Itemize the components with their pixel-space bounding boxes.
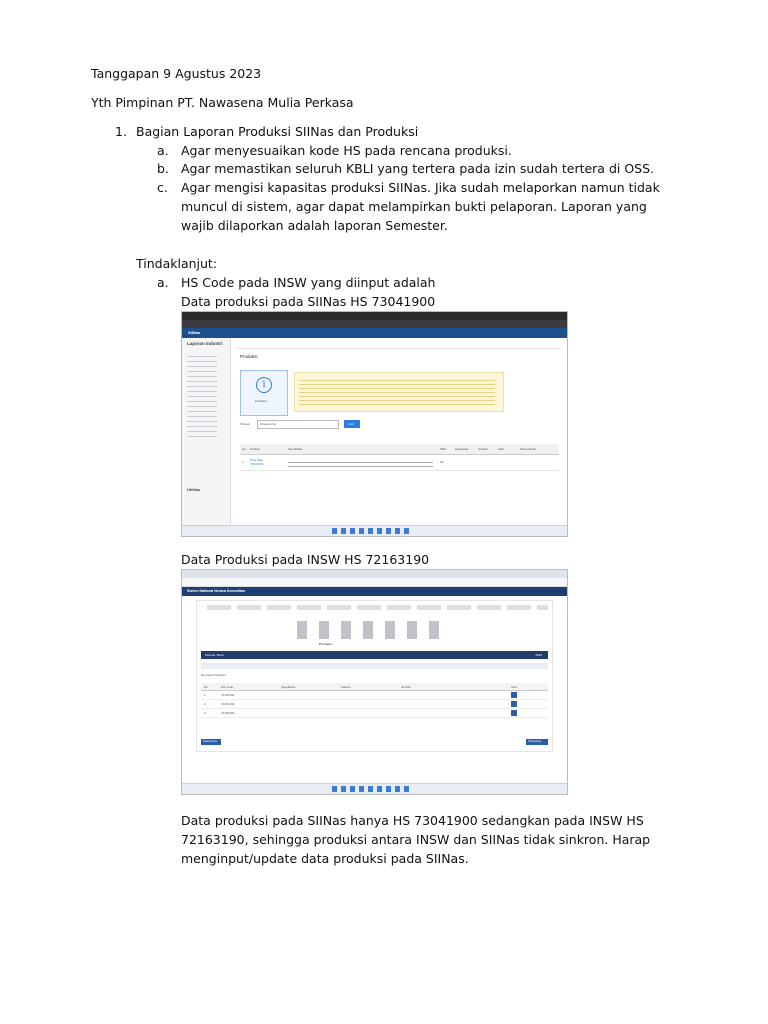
app-name: SIINas	[188, 330, 201, 335]
list-item: Agar mengisi kapasitas produksi SIINas. Jika sudah melaporkan namun tidak muncul di sistem, agar dapat melampirkan bukti pelaporan. Laporan yang wajib dilaporkan adalah laporan Semester.	[181, 180, 660, 233]
app-header-bar	[182, 328, 567, 338]
insw-screenshot	[181, 569, 568, 795]
os-taskbar	[182, 783, 567, 794]
col-amount: Jumlah	[401, 684, 411, 689]
screenshot-caption: Data Produksi pada INSW HS 72163190	[181, 552, 430, 567]
row-no: 3	[204, 711, 206, 715]
list-marker: c.	[157, 180, 168, 195]
notice-text	[299, 377, 495, 407]
panel-year: 2023	[535, 653, 542, 657]
list-item: Agar memastikan seluruh KBLI yang tertera pada izin sudah tertera di OSS.	[181, 161, 655, 176]
company-info-line	[201, 605, 548, 610]
row-hs-code: 73041900	[250, 462, 264, 466]
active-step-label[interactable]: Produksi	[319, 642, 332, 646]
col-unit: Satuan	[341, 684, 351, 689]
letter-date: Tanggapan 9 Agustus 2023	[91, 66, 262, 81]
sidebar	[182, 338, 231, 526]
sidebar-menu-list[interactable]	[187, 352, 217, 440]
panel-title: Periode Tahun	[205, 653, 225, 657]
browser-address-bar	[182, 578, 567, 587]
info-card	[240, 370, 288, 416]
taskbar-icons[interactable]	[332, 528, 412, 534]
followup-line: HS Code pada INSW yang diinput adalah	[181, 275, 436, 290]
row-hs: 72163190	[221, 693, 235, 697]
col-hs: HS Code	[221, 684, 234, 689]
col-value: Nilai	[498, 447, 504, 451]
os-taskbar	[182, 525, 567, 536]
search-button-label: Cari	[348, 422, 354, 426]
col-spec: Spesifikasi	[281, 684, 296, 689]
browser-address-bar	[182, 320, 567, 328]
table-row	[201, 691, 548, 700]
step-icons[interactable]	[297, 621, 442, 639]
notice-box	[294, 372, 504, 412]
row-edit-button[interactable]	[511, 710, 517, 716]
sidebar-heading: Laporan Industri	[187, 341, 223, 346]
content-card	[196, 600, 553, 752]
row-hs: 72163190	[221, 702, 235, 706]
table-header	[240, 444, 559, 455]
row-spec-text	[288, 459, 433, 467]
app-name: Sistem National Neraca Komoditas	[187, 589, 245, 593]
info-icon: i	[256, 377, 272, 393]
browser-tab-bar	[182, 570, 567, 578]
conclusion-paragraph: Data produksi pada SIINas hanya HS 73041900 sedangkan pada INSW HS 72163190, sehingga produksi antara INSW dan SIINas tidak sinkron. Harap menginput/update data produksi pada SIINas.	[181, 813, 651, 866]
table-header	[201, 683, 548, 691]
row-kbli: 24	[440, 460, 444, 464]
year-panel-header[interactable]	[201, 651, 548, 659]
row-edit-button[interactable]	[511, 701, 517, 707]
file-input[interactable]	[257, 420, 339, 429]
section-number: 1.	[115, 124, 127, 139]
row-product-link[interactable]: Pipa Baja	[250, 458, 263, 462]
letter-salutation: Yth Pimpinan PT. Nawasena Mulia Perkasa	[91, 95, 354, 110]
col-kbli: KBLI	[440, 447, 447, 451]
col-action: Aksi	[511, 684, 517, 689]
back-button[interactable]	[201, 739, 221, 745]
col-fulfilment: Pemenuhan	[520, 447, 537, 451]
col-no: No	[242, 447, 246, 451]
col-product: Produk	[250, 447, 260, 451]
taskbar-icons[interactable]	[332, 786, 412, 792]
row-hs: 72163190	[221, 711, 235, 715]
list-marker: a.	[157, 143, 169, 158]
browser-tab-bar	[182, 312, 567, 320]
row-edit-button[interactable]	[511, 692, 517, 698]
breadcrumb	[237, 342, 561, 349]
table-row	[201, 709, 548, 718]
sidebar-utilities: Utilitas	[187, 487, 201, 492]
screenshot-caption: Data produksi pada SIINas HS 73041900	[181, 294, 436, 309]
col-capacity: Kapasitas	[455, 447, 469, 451]
row-no: 2	[204, 702, 206, 706]
search-label: Produk	[240, 422, 250, 426]
row-no: 1	[204, 693, 206, 697]
row-no: 1	[242, 460, 244, 464]
search-button[interactable]	[344, 420, 360, 428]
list-marker: b.	[157, 161, 169, 176]
next-button-label: Selanjutnya	[528, 740, 542, 743]
choose-file-button[interactable]: Choose File	[260, 422, 277, 426]
app-header-bar	[182, 587, 567, 596]
list-marker: a.	[157, 275, 169, 290]
page-title: Produksi	[240, 354, 258, 359]
info-label: Produksi	[255, 399, 267, 403]
section-title: Bagian Laporan Produksi SIINas dan Produksi	[136, 124, 419, 139]
col-no: No	[204, 684, 208, 689]
siinas-screenshot	[181, 311, 568, 537]
back-button-label: Sebelumnya	[203, 740, 217, 743]
col-amount: Jumlah	[478, 447, 488, 451]
col-spec: Spesifikasi	[288, 447, 303, 451]
table-row	[201, 700, 548, 709]
next-button[interactable]	[526, 739, 548, 745]
list-item: Agar menyesuaikan kode HS pada rencana produksi.	[181, 143, 512, 158]
table-row	[240, 456, 559, 471]
info-strip	[201, 663, 548, 669]
section-label: Rencana Produksi	[201, 673, 226, 677]
followup-heading: Tindaklanjut:	[136, 256, 218, 271]
